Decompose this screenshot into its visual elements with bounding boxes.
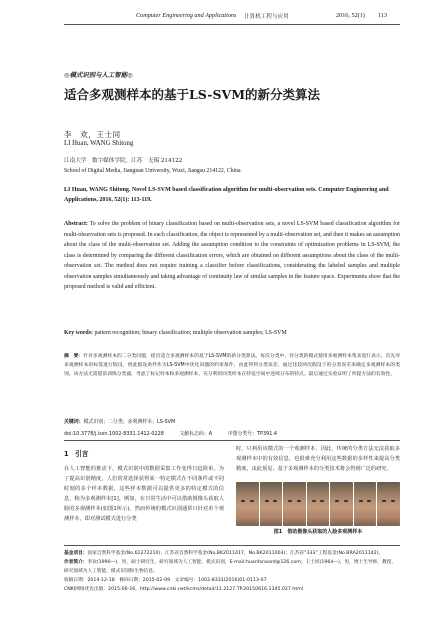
- cnki-line: CNKI网络优先出版：2015-06-16，http://www.cnki.net/kcms/detail/11.2127.TP.20150616.1345.027.html: [64, 587, 304, 592]
- keywords-en-text: pattern recognition; binary classification; multiple observation samples; LS-SVM: [94, 330, 287, 336]
- author-bio-text: 李欢(1990—)，男，硕士研究生，研究领域为人工智能、模式识别，E-mail:huanforward@126.com；王士同(1964—)，男，博士生导师，教授，研究领域为人工智能、模式识别和生物信息。: [64, 560, 397, 574]
- face-image: [377, 482, 400, 526]
- section-heading: 1 引言: [64, 450, 89, 458]
- document-code: 文献标志码：A: [179, 431, 213, 437]
- authors-cn: 李 欢，王士同: [64, 130, 121, 139]
- meta-rule: [64, 440, 400, 441]
- journal-name: Computer Engineering and Applications: [136, 12, 237, 19]
- header-rule: [64, 24, 400, 25]
- author-bio-line: [64, 558, 400, 576]
- paper-title: 适合多观测样本的基于LS-SVM的新分类算法: [64, 87, 321, 102]
- keywords-en-label: Key words:: [64, 330, 93, 336]
- authors-en: LI Huan, WANG Shitong: [64, 140, 134, 147]
- fund-label: 基金项目：: [64, 551, 88, 556]
- journal-title-cn: 计算机工程与应用: [244, 14, 289, 20]
- abstract-cn-text: 针对多观测样本的二分类问题，提出适合多观测样本的基于LS-SVM的新分类算法。每次分类中，待分类的模式使用多观测样本集来进行表示，首先对多观测样本的标签进行假设，将此假设条件作为LS-SVM中优化问题的约束条件，由此得到分类误差，通过比较两次假设下的分类误差来确定多观测样本的类别。该方法无需提前训练分类器，考虑了标记样本和多观测样本，充分利用同类样本在特征空间中连续分布的特点。最后通过实验证明了所提方法的有效性。: [64, 354, 400, 378]
- fund-line: [64, 549, 400, 558]
- column-tag: ◎模式识别与人工智能◎: [64, 71, 133, 79]
- abstract-en-text: To solve the problem of binary classification based on multi-observation sets, a novel LS-SVM based classification algorithm for multi-observation sets is proposed. In each classification, the object is represented by a multi-observation set, and then it makes an assumption about the class of the multi-observation set. Adding the assumption condition to the constraints of optimization problems in LS-SVM, the class is determined by comparing the different classification errors, which are obtained on different assumptions about the class of the multi-observation set. The method does not require training a classifier before classifications, considerating the labeled samples and multiple observation samples simultaneously and taking advantage of continuity law of similar samples in the feature space. Experiments show that the proposed method is valid and efficient.: [64, 221, 400, 290]
- keywords-cn-label: 关键词：: [64, 419, 84, 425]
- page-number: 113: [378, 12, 388, 19]
- clc-number: 中图分类号：TP391.4: [227, 431, 277, 437]
- dates-line: 收稿日期：2014-12-18 修回日期：2015-02-09 文章编号：1002-8331(2016)01-0113-07: [64, 578, 267, 583]
- face-image: [260, 482, 283, 526]
- face-image: [283, 482, 306, 526]
- issue-number: 2016, 52(1): [336, 12, 365, 19]
- face-image: [236, 482, 259, 526]
- article-meta: [64, 430, 400, 437]
- footnote: [64, 549, 400, 594]
- doi: doi:10.3778/j.issn.1002-8331.1412-0228: [64, 431, 164, 437]
- keywords-en: [64, 330, 400, 336]
- face-image: [307, 482, 330, 526]
- affiliation-cn: 江南大学 数字媒体学院，江苏 无锡 214122: [64, 158, 183, 164]
- footnote-rule: [64, 545, 400, 546]
- figure-caption: 图1 借助摄像头获取的人脸多观测样本: [273, 529, 363, 535]
- keywords-cn-text: 模式识别；二分类；多观测样本；LS-SVM: [83, 419, 176, 425]
- citation: LI Huan, WANG Shitong. Novel LS-SVM based classification algorithm for multi-observation sets. Computer Engineering and Applications, 2016, 52(1): 113-119.: [64, 187, 389, 203]
- author-bio-label: 作者简介：: [64, 560, 88, 565]
- abstract-en: [64, 219, 400, 293]
- face-samples-figure: [236, 482, 400, 526]
- abstract-cn: [64, 352, 400, 380]
- abstract-cn-label: 摘 要：: [64, 354, 84, 359]
- face-image: [354, 482, 377, 526]
- face-image: [330, 482, 353, 526]
- intro-right-column: 时，只利用该模式的一个观测样本，因此，传统的分类方法无法获取多观测样本中的有效信息，也很难充分利用这些数据的多样性来提高分类精度。由此预见，基于多观测样本的分类技术将会得到广泛的研究。: [236, 446, 400, 472]
- intro-left-column: 在人工智能的推动下，模式识别中的数据采集工作变得日趋简单。为了提高识别精度，人们常常选择获得某一特定模式在不同条件或不同时刻的多个样本数据，这些样本数据可以提供更多的特定模式的信息，称为多观测样本[1]。例如，在日常生活中可以借助摄像头获取人脸的多观测样本(如图1所示)。然而传统的模式识别通常只针对单个观测样本，即对测试模式进行分类: [64, 466, 224, 522]
- fund-text: 国家自然科学基金(No.61272210)；江苏省自然科学基金(No.BK2011417，No.BK2011003)；江苏省“333”工程基金(No.BRA2011142)。: [87, 551, 384, 556]
- keywords-cn: [64, 418, 400, 425]
- affiliation-en: School of Digital Media, Jiangnan University, Wuxi, Jiangsu 214122, China: [64, 168, 241, 174]
- abstract-en-label: Abstract:: [64, 221, 88, 227]
